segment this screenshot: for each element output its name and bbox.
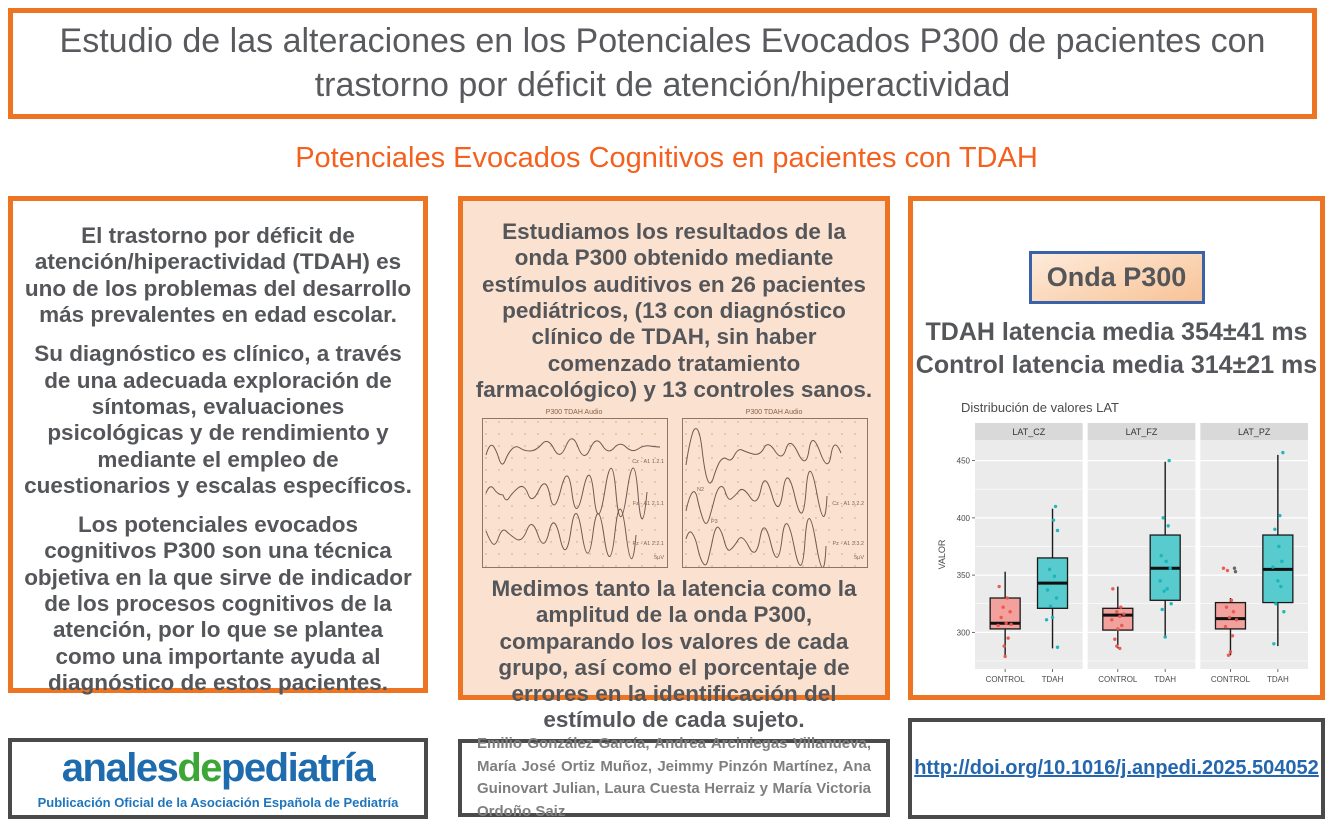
poster-subtitle: Potenciales Evocados Cognitivos en pacientes con TDAH bbox=[295, 141, 1038, 174]
page-title: Estudio de las alteraciones en los Potenciales Evocados P300 de pacientes con trastorno por déficit de atención/hiperactividad bbox=[59, 22, 1266, 104]
eeg-left-label-unit: 5µV bbox=[654, 554, 664, 561]
eeg-plot-right bbox=[682, 409, 866, 568]
svg-text:450: 450 bbox=[956, 456, 970, 466]
title-box bbox=[8, 8, 1317, 119]
background-panel bbox=[8, 196, 428, 693]
svg-text:300: 300 bbox=[956, 628, 970, 638]
journal-tagline: Publicación Oficial de la Asociación Española de Pediatría bbox=[37, 794, 399, 810]
svg-text:400: 400 bbox=[956, 513, 970, 523]
svg-text:Distribución de valores LAT: Distribución de valores LAT bbox=[961, 400, 1119, 415]
eeg-left-label-fz: Fz - A1 2.1.1 bbox=[632, 500, 664, 507]
background-paragraph-2: Su diagnóstico es clínico, a través de una adecuada exploración de síntomas, evaluaciones psicológicas y de rendimiento y mediante el empleo de cuestionarios y escalas específicos. bbox=[24, 341, 412, 498]
eeg-right-peak-p3: P3 bbox=[711, 518, 718, 525]
svg-text:LAT_CZ: LAT_CZ bbox=[1012, 427, 1046, 437]
methods-outro: Medimos tanto la latencia como la amplitud de la onda P300, comparando los valores de cada grupo, así como el porcentaje de errores en la identificación del estímulo de cada sujeto. bbox=[491, 575, 857, 733]
doi-box bbox=[908, 718, 1325, 819]
authors-box bbox=[458, 735, 890, 820]
doi-link[interactable]: http://doi.org/10.1016/j.anpedi.2025.504052 bbox=[914, 757, 1319, 779]
eeg-left-label-pz: Pz - A1 2.2.1 bbox=[632, 540, 664, 547]
latency-boxplot-chart bbox=[935, 397, 1320, 702]
eeg-plot-left bbox=[482, 409, 666, 568]
svg-text:TDAH: TDAH bbox=[1266, 675, 1289, 684]
svg-text:VALOR: VALOR bbox=[937, 539, 947, 570]
background-paragraph-1: El trastorno por déficit de atención/hiperactividad (TDAH) es uno de los problemas del desarrollo más prevalentes en edad escolar. bbox=[24, 223, 412, 327]
eeg-left-label-cz: Cz - A1 1.2.1 bbox=[632, 458, 664, 465]
methods-panel bbox=[458, 196, 890, 733]
methods-intro: Estudiamos los resultados de la onda P300 obtenido mediante estímulos auditivos en 26 pacientes pediátricos, (13 con diagnóstico clínico de TDAH, sin haber comenzado tratamiento farmacológico) y 13 controles sanos. bbox=[475, 219, 873, 402]
stat-control: Control latencia media 314±21 ms bbox=[915, 350, 1318, 379]
svg-text:LAT_FZ: LAT_FZ bbox=[1125, 427, 1158, 437]
svg-text:CONTROL: CONTROL bbox=[1098, 675, 1138, 684]
eeg-left-svg bbox=[482, 418, 668, 568]
background-paragraph-3: Los potenciales evocados cognitivos P300 son una técnica objetiva en la que sirve de indicador de los procesos cognitivos de la atención, por lo que se plantea como una importante ayuda al diagnóstico de estos pacientes. bbox=[24, 512, 412, 695]
logo-part-de: de bbox=[177, 745, 221, 790]
onda-p300-badge: Onda P300 bbox=[1029, 251, 1205, 304]
svg-text:LAT_PZ: LAT_PZ bbox=[1237, 427, 1271, 437]
eeg-figures bbox=[469, 409, 879, 568]
journal-logo bbox=[61, 745, 375, 790]
eeg-right-label-unit: 5µV bbox=[854, 554, 864, 561]
boxplot-svg bbox=[935, 397, 1313, 697]
svg-text:TDAH: TDAH bbox=[1041, 675, 1064, 684]
stat-tdah: TDAH latencia media 354±41 ms bbox=[925, 318, 1308, 346]
eeg-left-title: P300 TDAH Audio bbox=[545, 409, 603, 417]
logo-part-anales: anales bbox=[61, 745, 178, 790]
eeg-right-label-pz: Pz - A1 3.3.2 bbox=[832, 540, 864, 547]
eeg-right-svg bbox=[682, 418, 868, 568]
results-panel bbox=[908, 196, 1325, 700]
logo-part-pediatria: pediatría bbox=[221, 745, 375, 790]
svg-text:CONTROL: CONTROL bbox=[985, 675, 1025, 684]
authors-text: Emilio González García, Andrea Arciniegas Villanueva, María José Ortiz Muñoz, Jeimmy Pinzón Martínez, Ana Guinovart Julian, Laura Cuesta Herraiz y María Victoria Ordoño Saiz bbox=[477, 735, 871, 820]
svg-text:CONTROL: CONTROL bbox=[1210, 675, 1251, 684]
eeg-right-title: P300 TDAH Audio bbox=[745, 409, 803, 417]
svg-text:350: 350 bbox=[956, 571, 970, 581]
latency-stats bbox=[913, 316, 1320, 381]
eeg-right-peak-n2: N2 bbox=[697, 486, 705, 493]
svg-text:TDAH: TDAH bbox=[1154, 675, 1177, 684]
journal-logo-box bbox=[8, 738, 428, 819]
eeg-right-label-cz: Cz - A1 3.2.2 bbox=[832, 500, 864, 507]
